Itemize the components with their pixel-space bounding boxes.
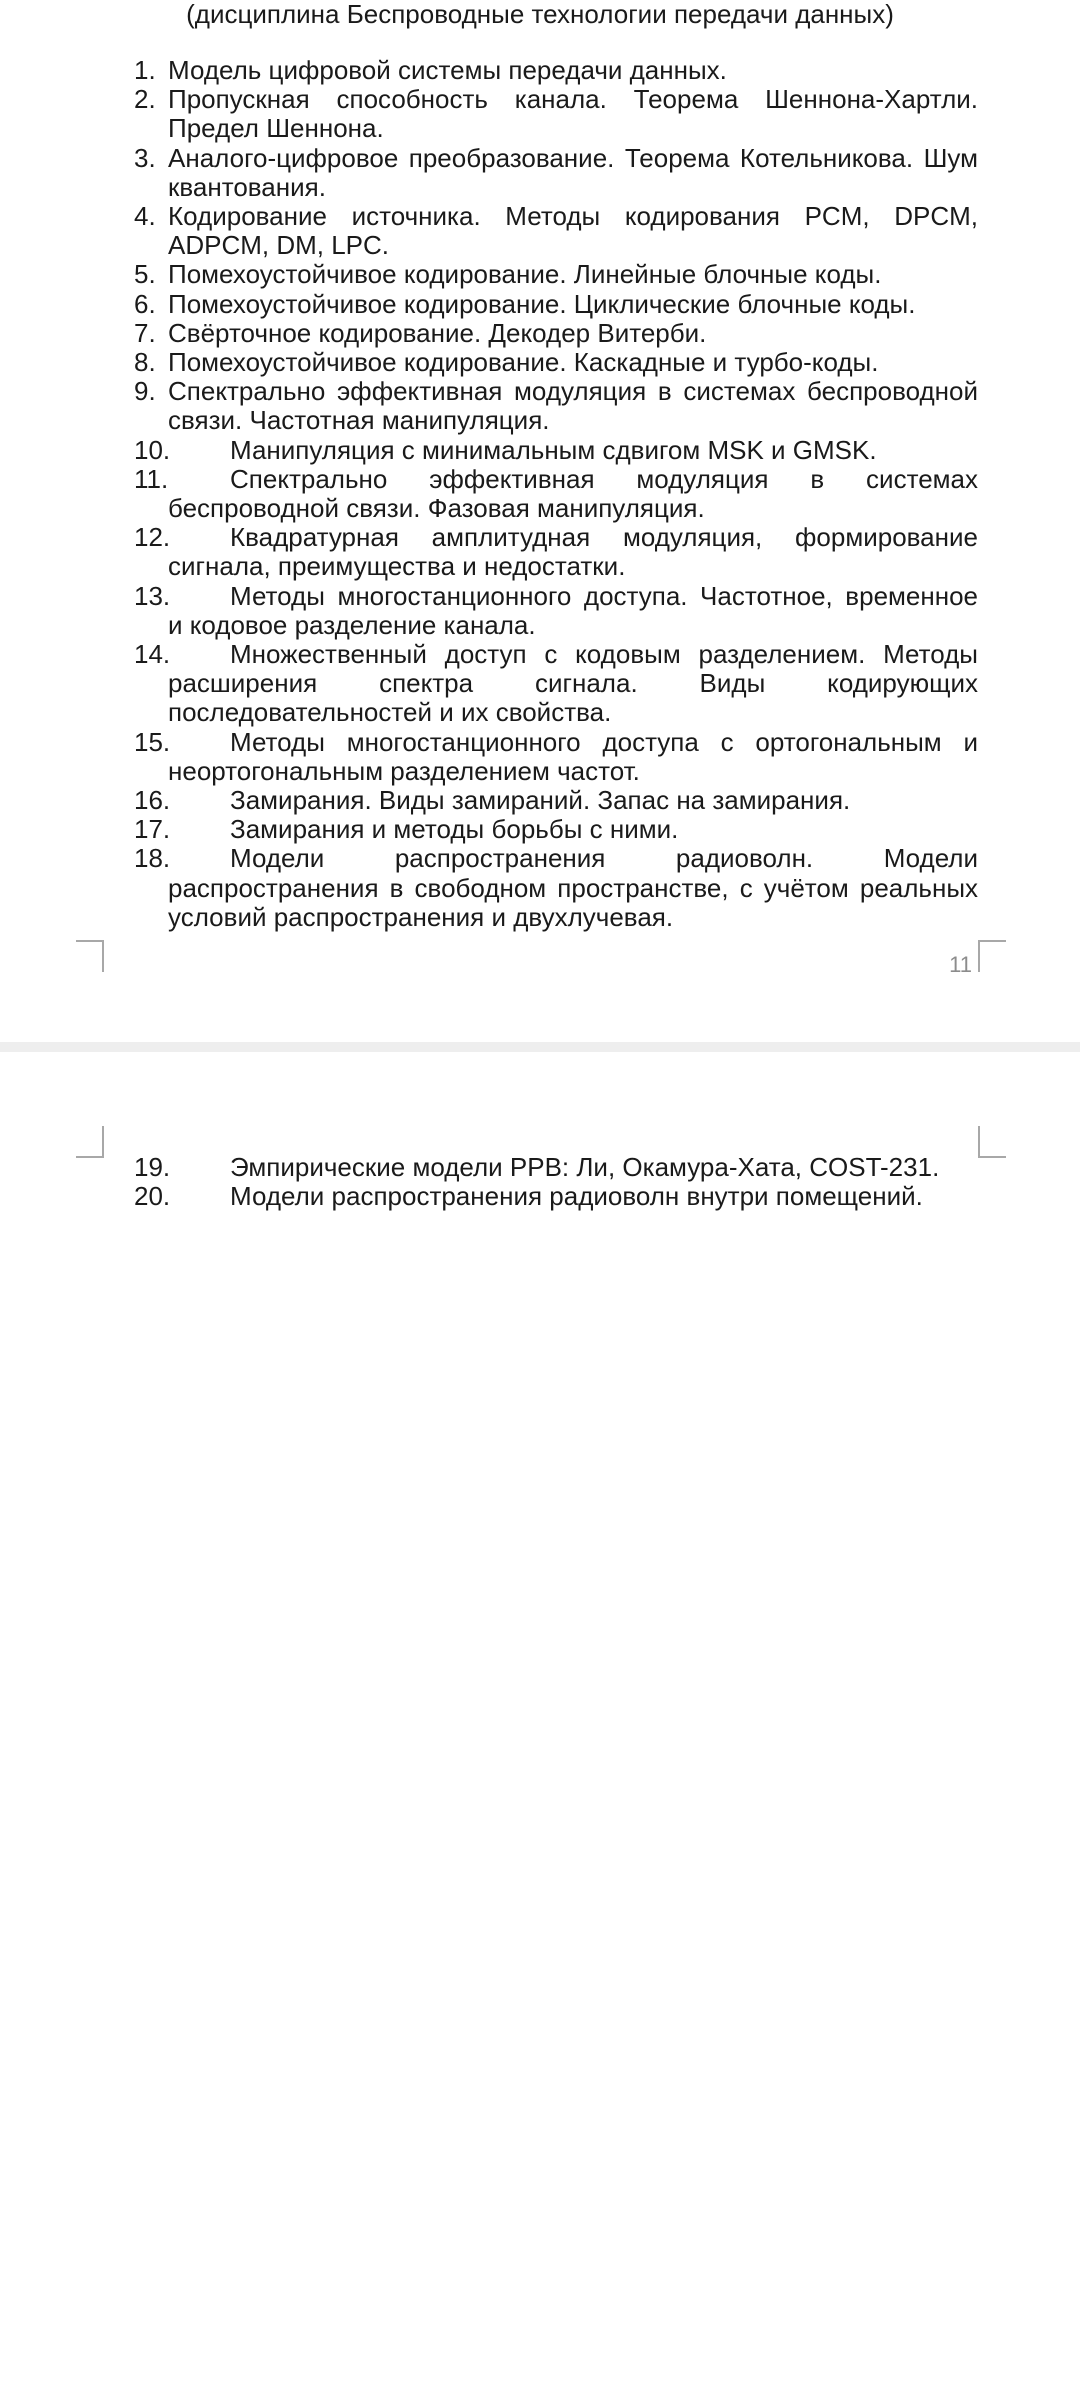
list-item: [134, 1153, 978, 1182]
list-item: [134, 786, 978, 815]
list-item: [134, 728, 978, 786]
questions-list: [134, 56, 978, 932]
item-number: 5.: [134, 259, 156, 290]
item-number: 17.: [134, 814, 171, 845]
item-number: 10.: [134, 434, 171, 465]
item-text: Модели распространения радиоволн внутри помещений.: [230, 1181, 923, 1212]
item-text: Спектрально эффективная модуляция в системах беспроводной связи. Фазовая манипуляция.: [168, 463, 978, 524]
item-number: 18.: [134, 843, 171, 874]
item-text: Замирания и методы борьбы с ними.: [230, 814, 679, 845]
item-number: 7.: [134, 317, 156, 348]
item-text: Кодирование источника. Методы кодирования PCM, DPCM, ADPCM, DM, LPC.: [168, 201, 978, 261]
item-text: Модель цифровой системы передачи данных.: [168, 55, 727, 85]
document-page-12: [0, 1052, 1080, 2400]
item-text: Аналого-цифровое преобразование. Теорема Котельникова. Шум квантования.: [168, 142, 978, 202]
list-item: [134, 436, 978, 465]
item-text: Эмпирические модели РРВ: Ли, Окамура-Хата, COST-231.: [230, 1152, 940, 1182]
list-item: [134, 1182, 978, 1211]
item-text: Манипуляция с минимальным сдвигом MSK и GMSK.: [230, 434, 877, 465]
item-number: 15.: [134, 726, 171, 757]
item-text: Методы многостанционного доступа. Частотное, временное и кодовое разделение канала.: [168, 580, 978, 640]
list-item: [134, 85, 978, 143]
list-item: [134, 319, 978, 348]
item-text: Помехоустойчивое кодирование. Каскадные и турбо-коды.: [168, 347, 879, 378]
item-text: Спектрально эффективная модуляция в системах беспроводной связи. Частотная манипуляция.: [168, 376, 978, 436]
discipline-subtitle: (дисциплина Беспроводные технологии передачи данных): [186, 0, 894, 29]
item-number: 3.: [134, 142, 156, 173]
item-number: 16.: [134, 785, 171, 816]
list-item: [134, 582, 978, 640]
list-item: [134, 640, 978, 728]
list-item: [134, 290, 978, 319]
list-item: [134, 348, 978, 377]
item-number: 6.: [134, 288, 156, 319]
item-text: Помехоустойчивое кодирование. Линейные блочные коды.: [168, 259, 882, 290]
item-number: 8.: [134, 347, 156, 378]
page-separator: [0, 1042, 1080, 1052]
item-number: 11.: [134, 463, 169, 494]
item-text: Квадратурная амплитудная модуляция, формирование сигнала, преимущества и недостатки.: [168, 522, 978, 582]
item-number: 4.: [134, 201, 156, 232]
item-number: 1.: [134, 55, 156, 85]
item-number: 9.: [134, 376, 156, 407]
item-number: 14.: [134, 639, 171, 670]
list-item: [134, 465, 978, 523]
item-text: Множественный доступ с кодовым разделением. Методы расширения спектра сигнала. Виды кодирующих последовательностей и их свойства.: [168, 639, 978, 728]
item-number: 20.: [134, 1181, 171, 1212]
item-text: Помехоустойчивое кодирование. Циклические блочные коды.: [168, 288, 916, 319]
item-number: 13.: [134, 580, 171, 611]
crop-mark-top-right: [978, 1126, 1006, 1158]
list-item: [134, 144, 978, 202]
list-item: [134, 377, 978, 435]
list-item: [134, 56, 978, 85]
list-item: [134, 523, 978, 581]
item-number: 19.: [134, 1152, 171, 1182]
item-number: 12.: [134, 522, 171, 553]
crop-mark-top-left: [76, 1126, 104, 1158]
crop-mark-bottom-right: [978, 940, 1006, 972]
questions-list-continued: [134, 1153, 978, 1211]
list-item: [134, 815, 978, 844]
item-number: 2.: [134, 84, 156, 115]
list-item: [134, 260, 978, 289]
crop-mark-bottom-left: [76, 940, 104, 972]
item-text: Замирания. Виды замираний. Запас на замирания.: [230, 785, 851, 816]
item-text: Пропускная способность канала. Теорема Шеннона-Хартли. Предел Шеннона.: [168, 84, 978, 144]
list-item: [134, 202, 978, 260]
item-text: Методы многостанционного доступа с ортогональным и неортогональным разделением частот.: [168, 726, 978, 786]
list-item: [134, 844, 978, 932]
item-text: Модели распространения радиоволн. Модели распространения в свободном пространстве, с учётом реальных условий распространения и двухлучевая.: [168, 843, 978, 932]
item-text: Свёрточное кодирование. Декодер Витерби.: [168, 317, 707, 348]
page-number: 11: [949, 952, 972, 977]
document-page-11: [0, 0, 1080, 1042]
